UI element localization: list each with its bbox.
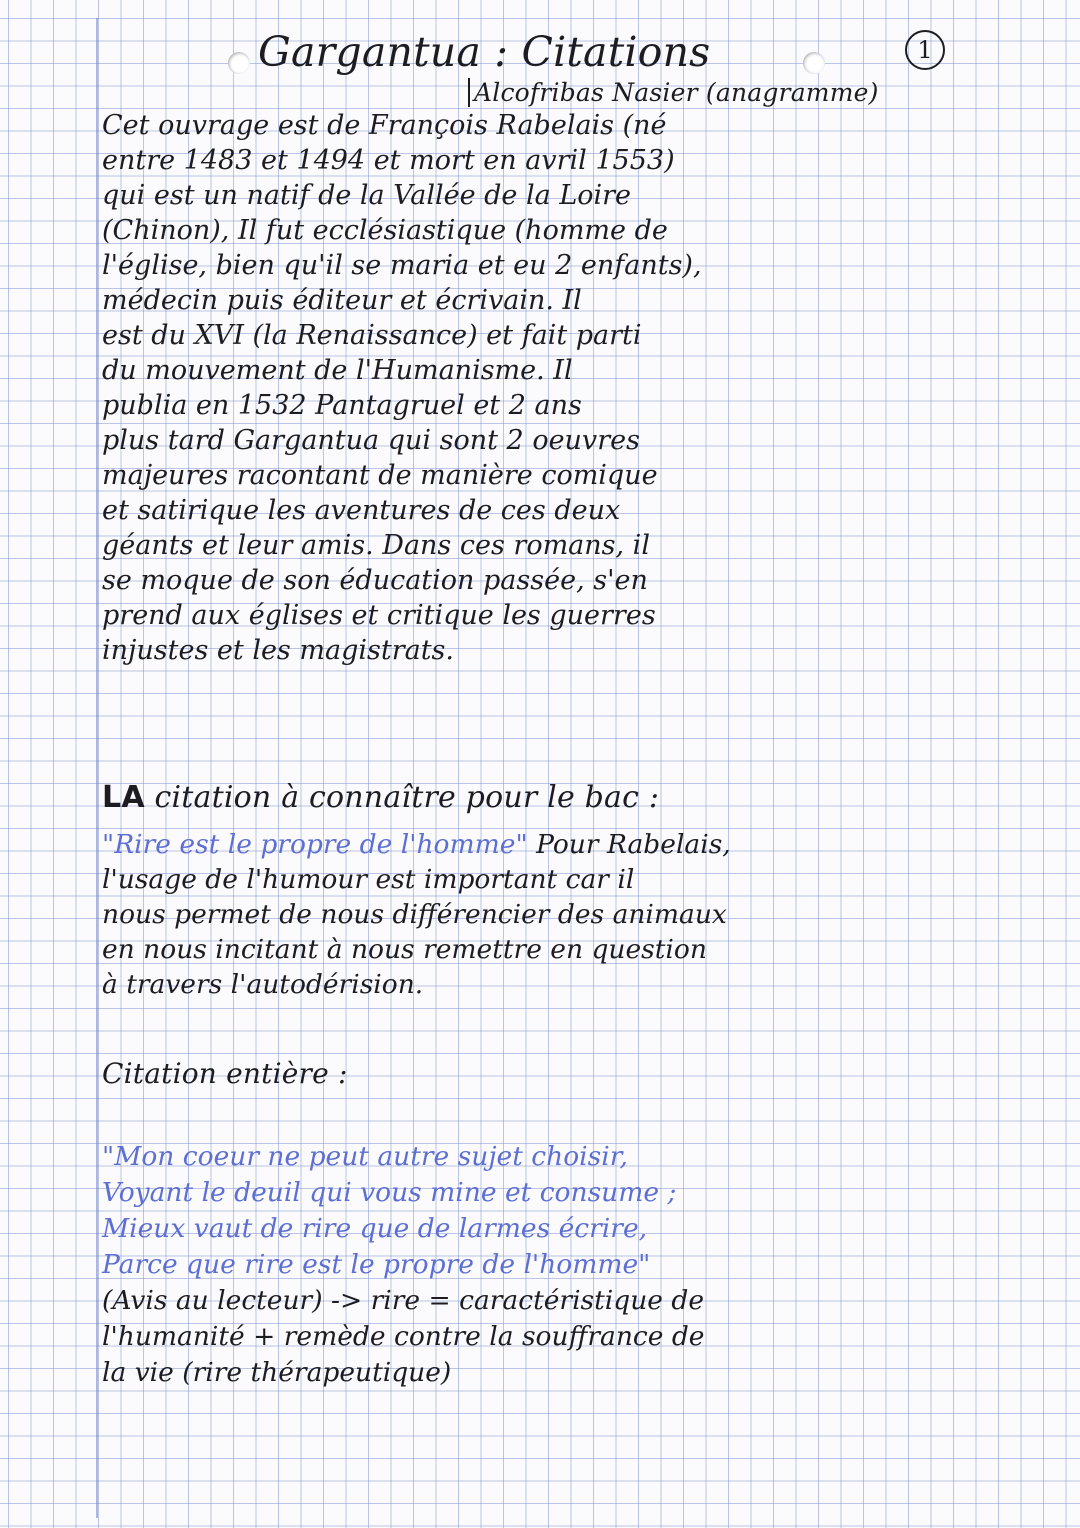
intro-line: géants et leur amis. Dans ces romans, il [102,530,650,561]
intro-line: (Chinon), Il fut ecclésiastique (homme de [102,215,668,246]
full-quote-line: Mieux vaut de rire que de larmes écrire, [102,1213,648,1244]
intro-line: plus tard Gargantua qui sont 2 oeuvres [102,425,640,456]
bac-explanation-line: nous permet de nous différencier des animaux [102,899,727,930]
intro-paragraph [102,108,702,668]
margin-line [96,18,98,1518]
punch-hole-left [228,52,250,74]
intro-line: et satirique les aventures de ces deux [102,495,621,526]
full-quote-line: "Mon coeur ne peut autre sujet choisir, [102,1141,628,1172]
punch-hole-right [803,52,825,74]
intro-line: injustes et les magistrats. [102,635,454,666]
full-quote-line: Voyant le deuil qui vous mine et consume ; [102,1177,677,1208]
intro-line: l'église, bien qu'il se maria et eu 2 enfants), [102,250,702,281]
intro-line: majeures racontant de manière comique [102,460,658,491]
bac-explanation-line: Pour Rabelais, [536,829,731,860]
intro-line: du mouvement de l'Humanisme. Il [102,355,573,386]
bac-quote: "Rire est le propre de l'homme" [102,829,528,860]
bac-heading-text: citation à connaître pour le bac : [154,780,660,815]
page-number-badge: 1 [905,30,945,70]
bac-section-heading [102,780,659,815]
bac-explanation-line: en nous incitant à nous remettre en question [102,934,707,965]
full-quote-heading: Citation entière : [102,1057,348,1090]
bac-quote-block [102,827,731,1002]
full-quote-block [102,1139,705,1391]
intro-line: se moque de son éducation passée, s'en [102,565,648,596]
author-anagram-note: Alcofribas Nasier (anagramme) [468,78,879,107]
intro-line: Cet ouvrage est de François Rabelais (né [102,110,667,141]
intro-line: publia en 1532 Pantagruel et 2 ans [102,390,582,421]
full-quote-line: Parce que rire est le propre de l'homme" [102,1249,651,1280]
intro-line: est du XVI (la Renaissance) et fait parti [102,320,642,351]
full-quote-note-line: (Avis au lecteur) -> rire = caractéristique de [102,1285,705,1316]
full-quote-note-line: la vie (rire thérapeutique) [102,1357,452,1388]
bac-explanation-line: à travers l'autodérision. [102,969,424,1000]
page-title: Gargantua : Citations [258,28,711,76]
intro-line: entre 1483 et 1494 et mort en avril 1553) [102,145,675,176]
intro-line: médecin puis éditeur et écrivain. Il [102,285,582,316]
intro-line: qui est un natif de la Vallée de la Loire [102,180,632,211]
bac-quote-first-line [102,827,731,862]
intro-line: prend aux églises et critique les guerres [102,600,656,631]
bac-heading-caps: LA [102,780,145,815]
bac-explanation-line: l'usage de l'humour est important car il [102,864,635,895]
full-quote-note-line: l'humanité + remède contre la souffrance de [102,1321,705,1352]
